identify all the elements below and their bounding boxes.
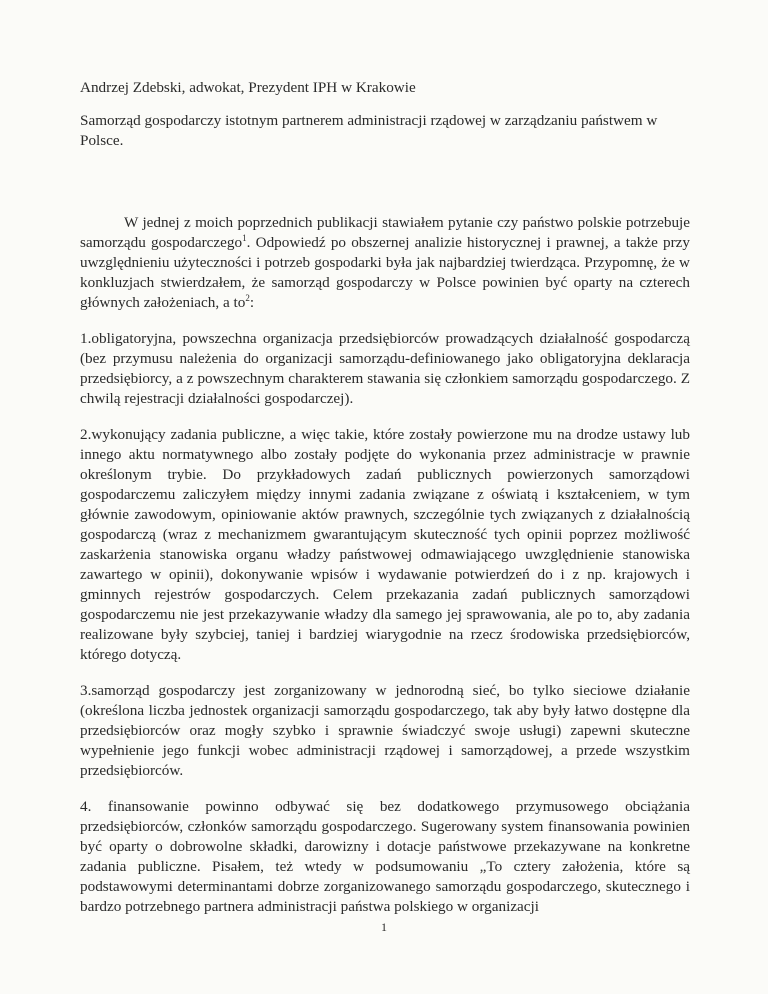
point-3: 3.samorząd gospodarczy jest zorganizowany w jednorodną sieć, bo tylko sieciowe działanie (określona liczba jednostek organizacji samorządu gospodarczego, tak aby były łatwo dostępne dla przedsiębiorców oraz mogły szybko i sprawnie świadczyć swoje usługi) zapewni skuteczne wypełnienie jego funkcji wobec administracji rządowej i samorządowej, a przede wszystkim przedsiębiorców. — [80, 682, 690, 779]
document-page — [80, 78, 690, 933]
intro-text-1: W jednej z moich poprzednich publikacji stawiałem pytanie czy państwo polskie potrzebuje samorządu gospodarczego — [80, 214, 690, 251]
footnote-ref-2: 2 — [245, 292, 250, 303]
intro-text-3: : — [249, 294, 255, 311]
author-line: Andrzej Zdebski, adwokat, Prezydent IPH w Krakowie — [80, 79, 416, 96]
page-number: 1 — [381, 920, 387, 934]
document-title: Samorząd gospodarczy istotnym partnerem administracji rządowej w zarządzaniu państwem w Polsce. — [80, 112, 658, 149]
intro-paragraph — [80, 213, 690, 313]
point-2: 2.wykonujący zadania publiczne, a więc takie, które zostały powierzone mu na drodze ustawy lub innego aktu normatywnego albo zostały podjęte do wykonania przez administracje w prawnie określonym trybie. Do przykładowych zadań publicznych powierzonych samorządowi gospodarczemu zaliczyłem między innymi zadania związane z oświatą i kształceniem, w tym głównie zawodowym, opiniowanie aktów prawnych, szczególnie tych związanych z działalnością gospodarczą (wraz z mechanizmem gwarantującym skuteczność tych opinii poprzez możliwość zaskarżenia stanowiska organu władzy państwowej odmawiającego uwzględnienie stanowiska zawartego w opinii), dokonywanie wpisów i wydawanie potwierdzeń do i z np. krajowych i gminnych rejestrów gospodarczych. Celem przekazania zadań publicznych samorządowi gospodarczemu nie jest przekazywanie władzy dla samego jej sprawowania, ale po to, aby zadania realizowane były szybciej, taniej i bardziej wiarygodnie na rzecz środowiska przedsiębiorców, którego dotyczą. — [80, 426, 690, 663]
point-1: 1.obligatoryjna, powszechna organizacja przedsiębiorców prowadzących działalność gospodarczą (bez przymusu należenia do organizacji samorządu-definiowanego jako obligatoryjna deklaracja przedsiębiorcy, a z powszechnym charakterem stawania się członkiem samorządu gospodarczego. Z chwilą rejestracji działalności gospodarczej). — [80, 330, 690, 407]
intro-text-2: . Odpowiedź po obszernej analizie historycznej i prawnej, a także przy uwzględnieniu użyteczności i potrzeb gospodarki była jak najbardziej twierdząca. Przypomnę, że w konkluzjach stwierdzałem, że samorząd gospodarczy w Polsce powinien być oparty na czterech głównych założeniach, a to — [80, 234, 691, 311]
footnote-ref-1: 1 — [242, 232, 247, 243]
point-4: 4. finansowanie powinno odbywać się bez dodatkowego przymusowego obciążania przedsiębiorców, członków samorządu gospodarczego. Sugerowany system finansowania powinien być oparty o dobrowolne składki, darowizny i dotacje państwowe przekazywane na konkretne zadania publiczne. Pisałem, też wtedy w podsumowaniu „To cztery założenia, które są podstawowymi determinantami dobrze zorganizowanego samorządu gospodarczego, skutecznego i bardzo potrzebnego partnera administracji państwa polskiego w organizacji — [80, 798, 690, 915]
